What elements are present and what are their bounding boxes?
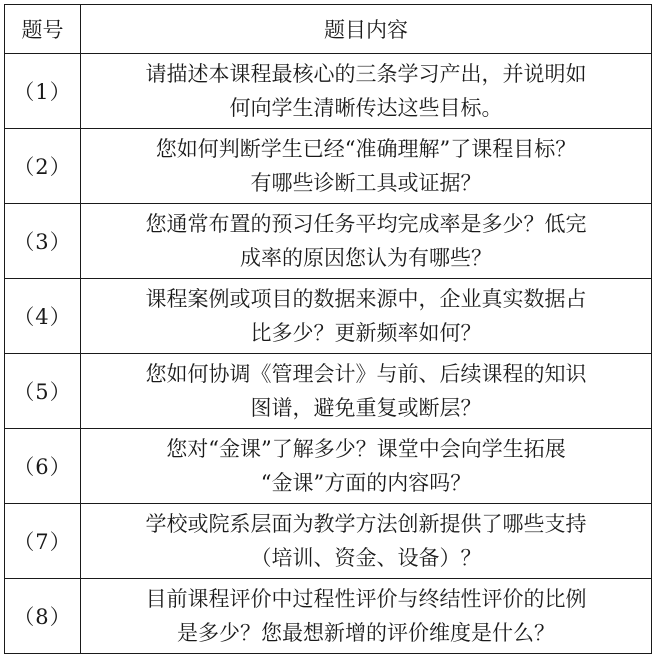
question-text [146, 57, 587, 125]
question-line-2: 是多少？您最想新增的评价维度是什么？ [177, 621, 555, 645]
question-line-1: 学校或院系层面为教学方法创新提供了哪些支持 [145, 512, 587, 536]
header-question-content: 题目内容 [81, 5, 652, 54]
question-content [81, 504, 652, 579]
table-row [5, 54, 652, 129]
question-number: （6） [5, 429, 81, 504]
question-text [146, 507, 587, 575]
question-number: （5） [5, 354, 81, 429]
table-header-row [5, 5, 652, 54]
question-number: （8） [5, 579, 81, 654]
question-content [81, 204, 652, 279]
question-line-2: 有哪些诊断工具或证据？ [250, 171, 482, 195]
question-content [81, 129, 652, 204]
table-row [5, 204, 652, 279]
table-row [5, 579, 652, 654]
question-text [156, 132, 576, 200]
question-line-1: 您对“金课”了解多少？课堂中会向学生拓展 [166, 437, 566, 461]
question-line-2: 何向学生清晰传达这些目标。 [229, 96, 503, 120]
question-content [81, 579, 652, 654]
question-number: （1） [5, 54, 81, 129]
question-number: （3） [5, 204, 81, 279]
question-line-2: “金课”方面的内容吗？ [260, 471, 472, 495]
question-line-1: 请描述本课程最核心的三条学习产出，并说明如 [145, 62, 587, 86]
table-row [5, 354, 652, 429]
table-row [5, 129, 652, 204]
question-line-2: （培训、资金、设备）？ [250, 546, 482, 570]
question-text [146, 582, 587, 650]
question-content [81, 354, 652, 429]
question-line-2: 比多少？更新频率如何？ [250, 321, 482, 345]
question-line-2: 图谱，避免重复或断层？ [250, 396, 482, 420]
question-content [81, 429, 652, 504]
question-line-1: 您通常布置的预习任务平均完成率是多少？低完 [145, 212, 587, 236]
question-line-2: 成率的原因您认为有哪些？ [240, 246, 492, 270]
question-text [166, 432, 565, 500]
question-line-1: 您如何协调《管理会计》与前、后续课程的知识 [145, 362, 587, 386]
header-question-number: 题号 [5, 5, 81, 54]
question-number: （4） [5, 279, 81, 354]
question-table [4, 4, 652, 654]
table-row [5, 504, 652, 579]
question-line-1: 课程案例或项目的数据来源中，企业真实数据占 [145, 287, 587, 311]
question-text [146, 207, 587, 275]
question-content [81, 54, 652, 129]
question-content [81, 279, 652, 354]
question-number: （7） [5, 504, 81, 579]
question-line-1: 您如何判断学生已经“准确理解”了课程目标？ [155, 137, 577, 161]
table-row [5, 429, 652, 504]
question-number: （2） [5, 129, 81, 204]
question-text [146, 282, 587, 350]
question-line-1: 目前课程评价中过程性评价与终结性评价的比例 [145, 587, 587, 611]
question-text [146, 357, 587, 425]
table-row [5, 279, 652, 354]
